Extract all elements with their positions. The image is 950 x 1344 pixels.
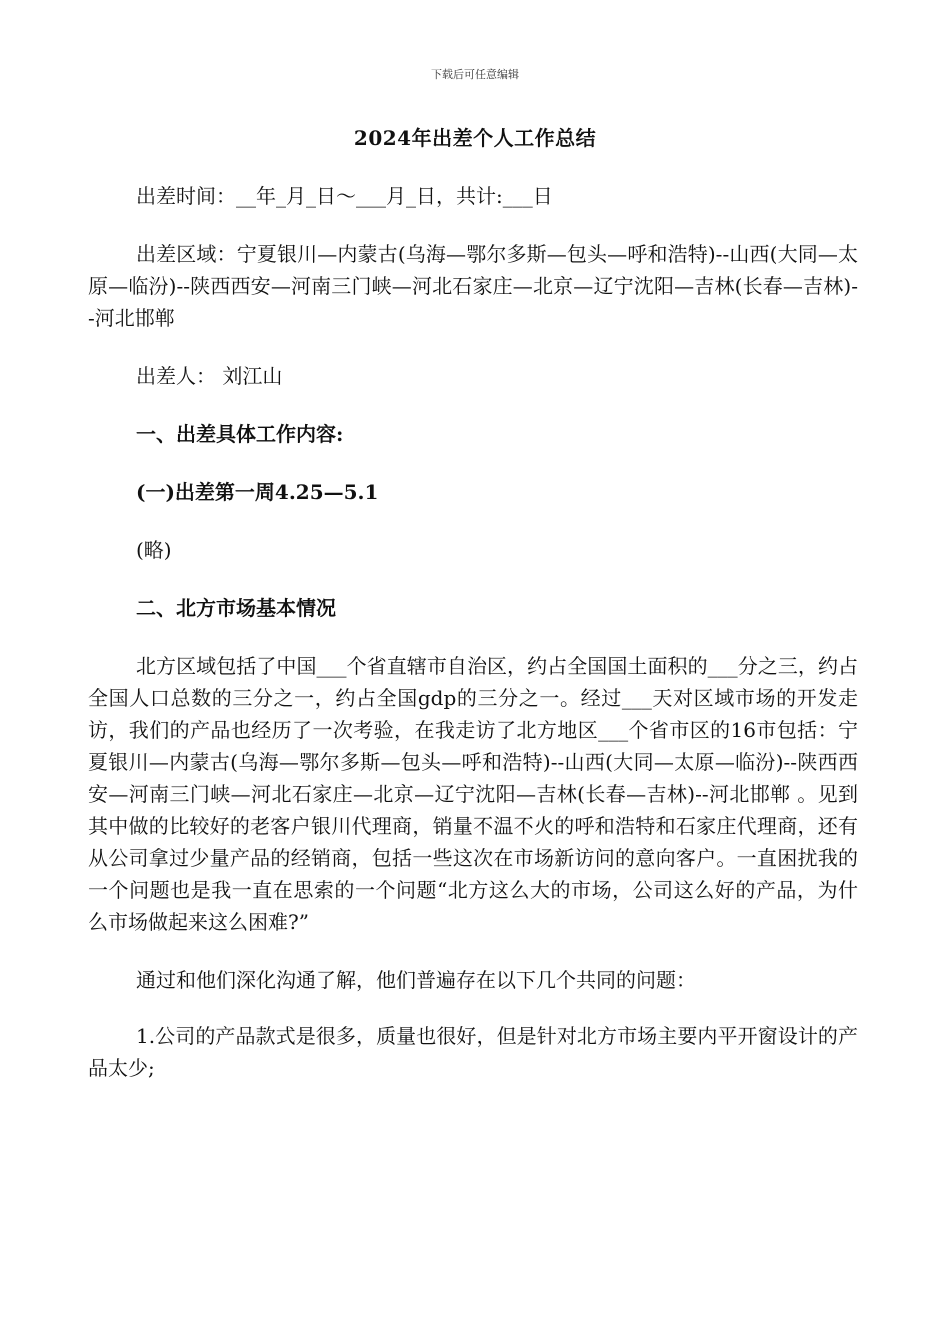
north-market-paragraph: 北方区域包括了中国___个省直辖市自治区，约占全国国土面积的___分之三，约占全国人口总数的三分之一，约占全国gdp的三分之一。经过___天对区域市场的开发走访，我们的产品也经历了一次考验，在我走访了北方地区___个省市区的16市包括：宁夏银川—内蒙古(乌海—鄂尔多斯—包头—呼和浩特)--山西(大同—太原—临汾)--陕西西安—河南三门峡—河北石家庄—北京—辽宁沈阳—吉林(长春—吉林)--河北邯郸 。见到其中做的比较好的老客户银川代理商，销量不温不火的呼和浩特和石家庄代理商，还有从公司拿过少量产品的经销商，包括一些这次在市场新访问的意向客户。一直困扰我的一个问题也是我一直在思索的一个问题“北方这么大的市场，公司这么好的产品，为什么市场做起来这么困难?”: [88, 654, 858, 934]
section-heading-work-content: 一、出差具体工作内容:: [136, 422, 344, 446]
section-heading-north-market: 二、北方市场基本情况: [136, 596, 336, 620]
trip-region-paragraph: 出差区域：宁夏银川—内蒙古(乌海—鄂尔多斯—包头—呼和浩特)--山西(大同—太原—临汾)--陕西西安—河南三门峡—河北石家庄—北京—辽宁沈阳—吉林(长春—吉林)--河北邯郸: [88, 242, 858, 330]
problem-item-1: 1.公司的产品款式是很多，质量也很好，但是针对北方市场主要内平开窗设计的产品太少;: [88, 1024, 858, 1080]
omitted-paragraph: (略): [136, 538, 172, 562]
subsection-heading-week-one: (一)出差第一周4.25—5.1: [136, 480, 379, 504]
problems-intro-paragraph: 通过和他们深化沟通了解，他们普遍存在以下几个共同的问题：: [136, 968, 696, 992]
trip-person-paragraph: 出差人： 刘江山: [136, 364, 283, 388]
trip-time-paragraph: 出差时间：__年_月_日～___月_日，共计:___日: [136, 184, 553, 208]
header-note: 下载后可任意编辑: [431, 68, 519, 81]
document-body: [88, 180, 858, 1110]
document-title: 2024年出差个人工作总结: [353, 126, 597, 150]
